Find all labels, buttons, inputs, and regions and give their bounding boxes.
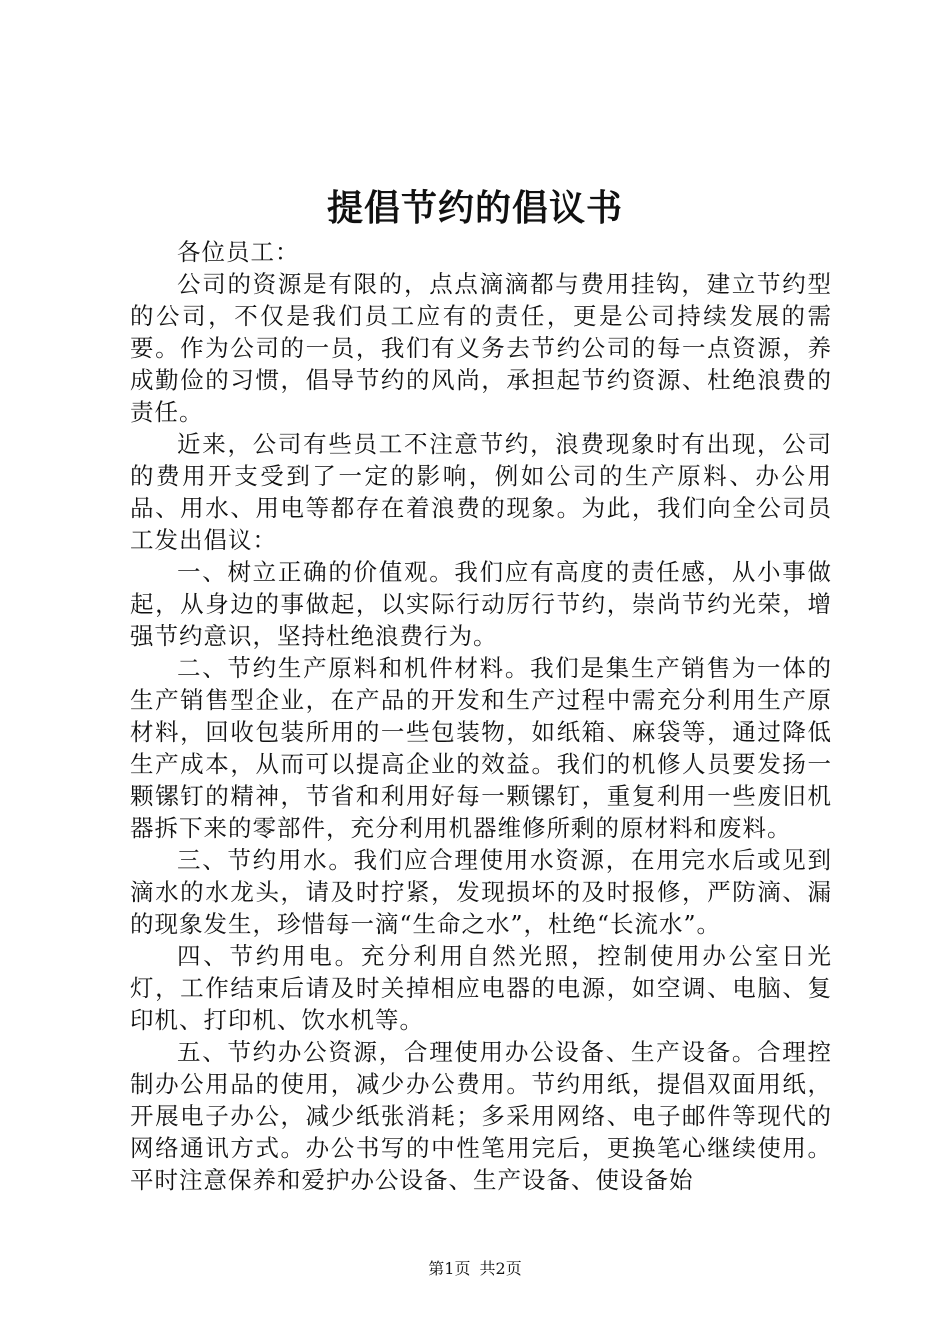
paragraph: 三、节约用水。我们应合理使用水资源，在用完水后或见到滴水的水龙头，请及时拧紧，发现损坏的及时报修，严防滴、漏的现象发生，珍惜每一滴“生命之水”，杜绝“长流水”。: [130, 846, 832, 938]
paragraph: 一、树立正确的价值观。我们应有高度的责任感，从小事做起，从身边的事做起，以实际行动厉行节约，崇尚节约光荣，增强节约意识，坚持杜绝浪费行为。: [130, 558, 832, 650]
paragraph: 二、节约生产原料和机件材料。我们是集生产销售为一体的生产销售型企业，在产品的开发和生产过程中需充分利用生产原材料，回收包装所用的一些包装物，如纸箱、麻袋等，通过降低生产成本，从而可以提高企业的效益。我们的机修人员要发扬一颗镙钉的精神，节省和利用好每一颗镙钉，重复利用一些废旧机器拆下来的零部件，充分利用机器维修所剩的原材料和废料。: [130, 654, 832, 842]
document-body: [130, 236, 832, 1196]
page-number-total: 共2页: [479, 1259, 522, 1278]
page-title: 提倡节约的倡议书: [326, 187, 623, 229]
page-footer: [0, 1258, 950, 1280]
paragraph: 四、节约用电。充分利用自然光照，控制使用办公室日光灯，工作结束后请及时关掉相应电器的电源，如空调、电脑、复印机、打印机、饮水机等。: [130, 942, 832, 1034]
paragraph: 公司的资源是有限的，点点滴滴都与费用挂钩，建立节约型的公司，不仅是我们员工应有的责任，更是公司持续发展的需要。作为公司的一员，我们有义务去节约公司的每一点资源，养成勤俭的习惯，倡导节约的风尚，承担起节约资源、杜绝浪费的责任。: [130, 270, 832, 426]
salutation: 各位员工：: [177, 238, 300, 266]
page-number-current: 第1页: [428, 1259, 471, 1278]
paragraph: 近来，公司有些员工不注意节约，浪费现象时有出现，公司的费用开支受到了一定的影响，例如公司的生产原料、办公用品、用水、用电等都存在着浪费的现象。为此，我们向全公司员工发出倡议：: [130, 430, 832, 554]
paragraph: 五、节约办公资源，合理使用办公设备、生产设备。合理控制办公用品的使用，减少办公费用。节约用纸，提倡双面用纸，开展电子办公，减少纸张消耗；多采用网络、电子邮件等现代的网络通讯方式。办公书写的中性笔用完后，更换笔心继续使用。平时注意保养和爱护办公设备、生产设备、使设备始: [130, 1038, 832, 1194]
